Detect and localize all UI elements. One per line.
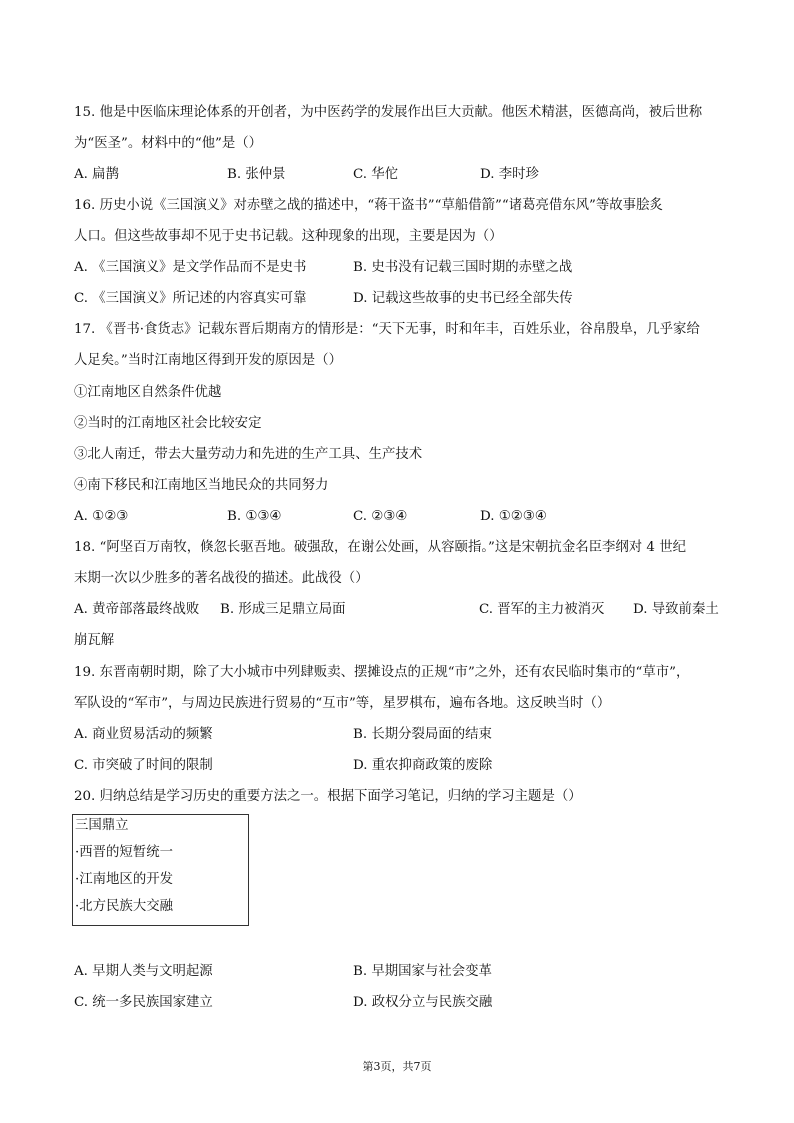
study-notes-box xyxy=(72,814,249,926)
q19-option-c: C. 市突破了时间的限制 xyxy=(74,758,213,773)
q15-option-b: B. 张仲景 xyxy=(227,167,286,182)
q19-option-a: A. 商业贸易活动的频繁 xyxy=(74,727,213,742)
q17-option-b: B. ①③④ xyxy=(227,509,282,524)
q17-item-1: ①江南地区自然条件优越 xyxy=(74,385,222,400)
q17-option-a: A. ①②③ xyxy=(74,509,129,524)
page-number-footer: 第3页，共7页 xyxy=(362,1060,432,1073)
q19-option-b: B. 长期分裂局面的结束 xyxy=(353,727,492,742)
q20-option-d: D. 政权分立与民族交融 xyxy=(353,995,493,1010)
q18-option-a: A. 黄帝部落最终战败 xyxy=(74,602,200,617)
q20-option-c: C. 统一多民族国家建立 xyxy=(74,995,213,1010)
q17-stem-line-1: 17. 《晋书·食货志》记载东晋后期南方的情形是：“天下无事，时和年丰，百姓乐业，谷帛殷阜，几乎家给 xyxy=(74,322,700,337)
q15-option-c: C. 华佗 xyxy=(353,167,399,182)
q17-option-c: C. ②③④ xyxy=(353,509,408,524)
q19-stem-line-2: 军队设的“军市”，与周边民族进行贸易的“互市”等，星罗棋布，遍布各地。这反映当时（） xyxy=(74,696,611,711)
q15-stem-line-2: 为“医圣”。材料中的“他”是（） xyxy=(74,136,263,151)
q19-stem-line-1: 19. 东晋南朝时期，除了大小城市中列肆贩卖、摆摊设点的正规“市”之外，还有农民临时集市的“草市”， xyxy=(74,665,690,680)
study-note-item: ·江南地区的开发 xyxy=(75,872,173,887)
q18-option-b: B. 形成三足鼎立局面 xyxy=(220,602,346,617)
q18-stem-line-1: 18. “阿坚百万南牧，倏忽长驱吾地。破强敌，在谢公处画，从容颐指。”这是宋朝抗金名臣李纲对 4 世纪 xyxy=(74,540,686,555)
q15-stem-line-1: 15. 他是中医临床理论体系的开创者，为中医药学的发展作出巨大贡献。他医术精湛，医德高尚，被后世称 xyxy=(74,105,703,120)
q17-item-4: ④南下移民和江南地区当地民众的共同努力 xyxy=(74,478,329,493)
q20-option-b: B. 早期国家与社会变革 xyxy=(353,964,492,979)
q17-stem-line-2: 人足矣。”当时江南地区得到开发的原因是（） xyxy=(74,353,342,368)
q17-option-d: D. ①②③④ xyxy=(480,509,547,524)
q16-option-c: C. 《三国演义》所记述的内容真实可靠 xyxy=(74,291,307,306)
q16-stem-line-1: 16. 历史小说《三国演义》对赤壁之战的描述中，“蒋干盗书”“草船借箭”“诸葛亮借东风”等故事脍炙 xyxy=(74,198,663,213)
q18-stem-line-2: 末期一次以少胜多的著名战役的描述。此战役（） xyxy=(74,571,369,586)
q20-stem-line-1: 20. 归纳总结是学习历史的重要方法之一。根据下面学习笔记，归纳的学习主题是（） xyxy=(74,789,582,804)
q16-stem-line-2: 人口。但这些故事却不见于史书记载。这种现象的出现，主要是因为（） xyxy=(74,229,503,244)
q17-item-3: ③北人南迁，带去大量劳动力和先进的生产工具、生产技术 xyxy=(74,447,423,462)
q17-item-2: ②当时的江南地区社会比较安定 xyxy=(74,416,262,431)
study-note-item: ·西晋的短暂统一 xyxy=(75,845,173,860)
q15-option-a: A. 扁鹊 xyxy=(74,167,119,182)
q16-option-b: B. 史书没有记载三国时期的赤壁之战 xyxy=(353,260,573,275)
q18-option-d-wrap: 崩瓦解 xyxy=(74,633,115,648)
q15-option-d: D. 李时珍 xyxy=(480,167,539,182)
q16-option-a: A. 《三国演义》是文学作品而不是史书 xyxy=(74,260,307,275)
q16-option-d: D. 记载这些故事的史书已经全部失传 xyxy=(353,291,573,306)
q18-option-d: D. 导致前秦土 xyxy=(633,602,719,617)
study-note-item: ·北方民族大交融 xyxy=(75,899,173,914)
q18-option-c: C. 晋军的主力被消灭 xyxy=(479,602,605,617)
q20-option-a: A. 早期人类与文明起源 xyxy=(74,964,213,979)
study-note-heading: 三国鼎立 xyxy=(75,818,129,833)
q19-option-d: D. 重农抑商政策的废除 xyxy=(353,758,493,773)
